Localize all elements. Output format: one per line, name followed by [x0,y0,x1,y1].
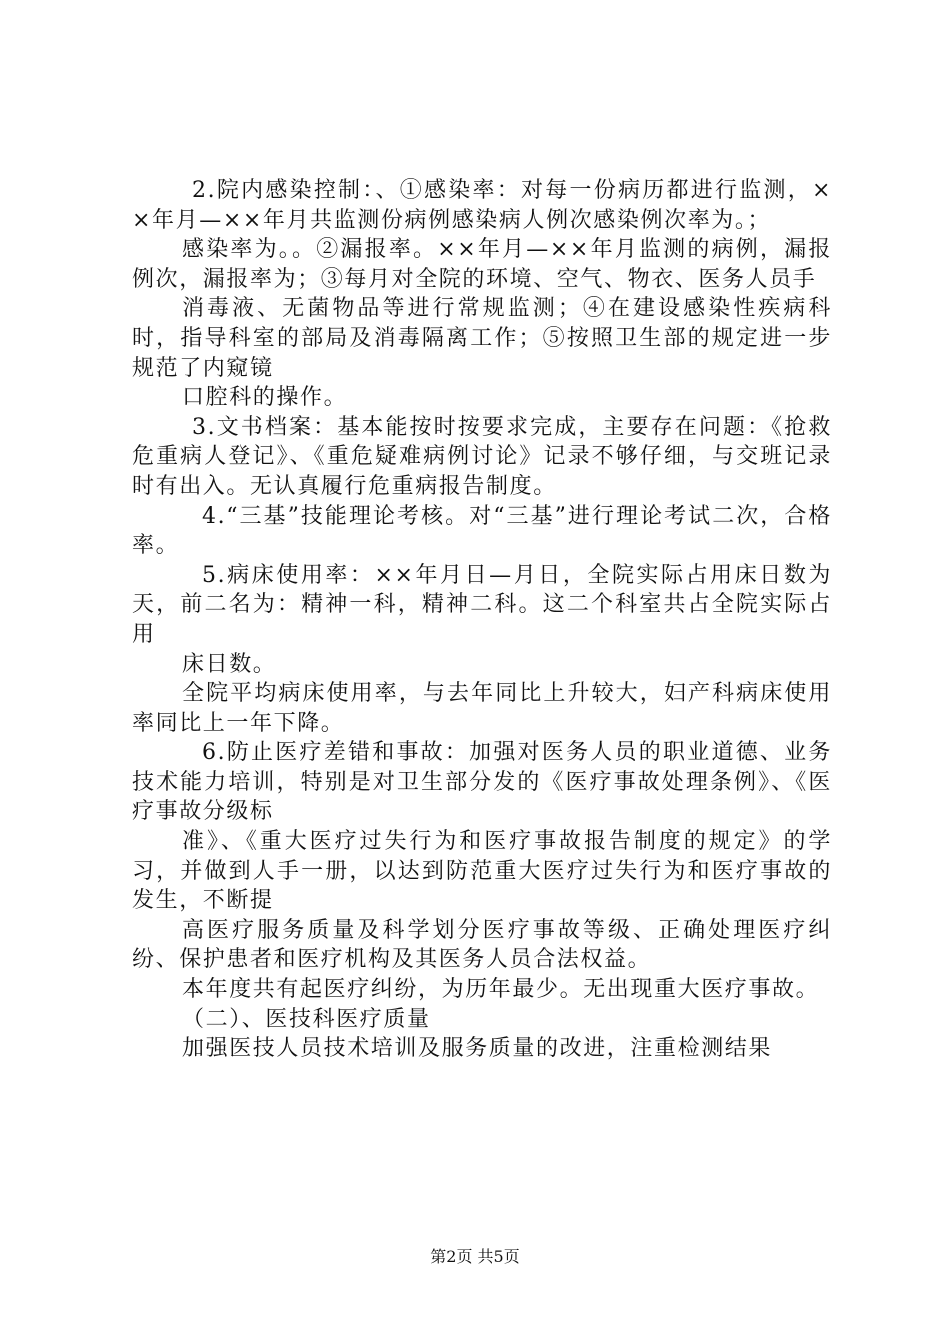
section-heading-medical-tech: （二）、医技科医疗质量 [182,1006,431,1032]
document-body [132,176,832,1064]
paragraph-oral-dept: 口腔科的操作。 [182,385,348,411]
paragraph-regulations: 准》、《重大医疗过失行为和医疗事故报告制度的规定》的学习，并做到人手一册，以达到防范重大医疗过失行为和医疗事故的发生，不断提 [132,829,832,914]
paragraph-infection-rate: 感染率为。。②漏报率。××年月—××年月监测的病例，漏报例次，漏报率为；③每月对全院的环境、空气、物衣、医务人员手 [132,237,832,292]
paragraph-disputes: 本年度共有起医疗纠纷，为历年最少。无出现重大医疗事故。 [182,977,820,1003]
paragraph-infection-control: 2.院内感染控制：、①感染率：对每一份病历都进行监测，××年月—××年月共监测份病例感染病人例次感染例次率为。； [132,178,832,233]
paragraph-average-usage: 全院平均病床使用率，与去年同比上升较大，妇产科病床使用率同比上一年下降。 [132,681,832,736]
paragraph-accident-prevention: 6.防止医疗差错和事故：加强对医务人员的职业道德、业务技术能力培训，特别是对卫生部分发的《医疗事故处理条例》、《医疗事故分级标 [132,740,832,825]
paragraph-archives: 3.文书档案：基本能按时按要求完成，主要存在问题：《抢救危重病人登记》、《重危疑难病例讨论》记录不够仔细，与交班记录时有出入。无认真履行危重病报告制度。 [132,414,832,499]
paragraph-three-basics: 4.“三基”技能理论考核。对“三基”进行理论考试二次，合格率。 [132,503,832,559]
paragraph-bed-usage: 5.病床使用率：××年月日—月日，全院实际占用床日数为天，前二名为：精神一科，精神二科。这二个科室共占全院实际占用 [132,562,832,647]
paragraph-tech-training: 加强医技人员技术培训及服务质量的改进，注重检测结果 [182,1036,773,1062]
paragraph-service-quality: 高医疗服务质量及科学划分医疗事故等级、正确处理医疗纠纷、保护患者和医疗机构及其医务人员合法权益。 [132,917,832,973]
page-number-footer: 第2页 共5页 [430,1247,520,1266]
paragraph-disinfection: 消毒液、无菌物品等进行常规监测；④在建设感染性疾病科时，指导科室的部局及消毒隔离工作；⑤按照卫生部的规定进一步规范了内窥镜 [132,296,832,381]
paragraph-bed-days: 床日数。 [182,651,277,677]
